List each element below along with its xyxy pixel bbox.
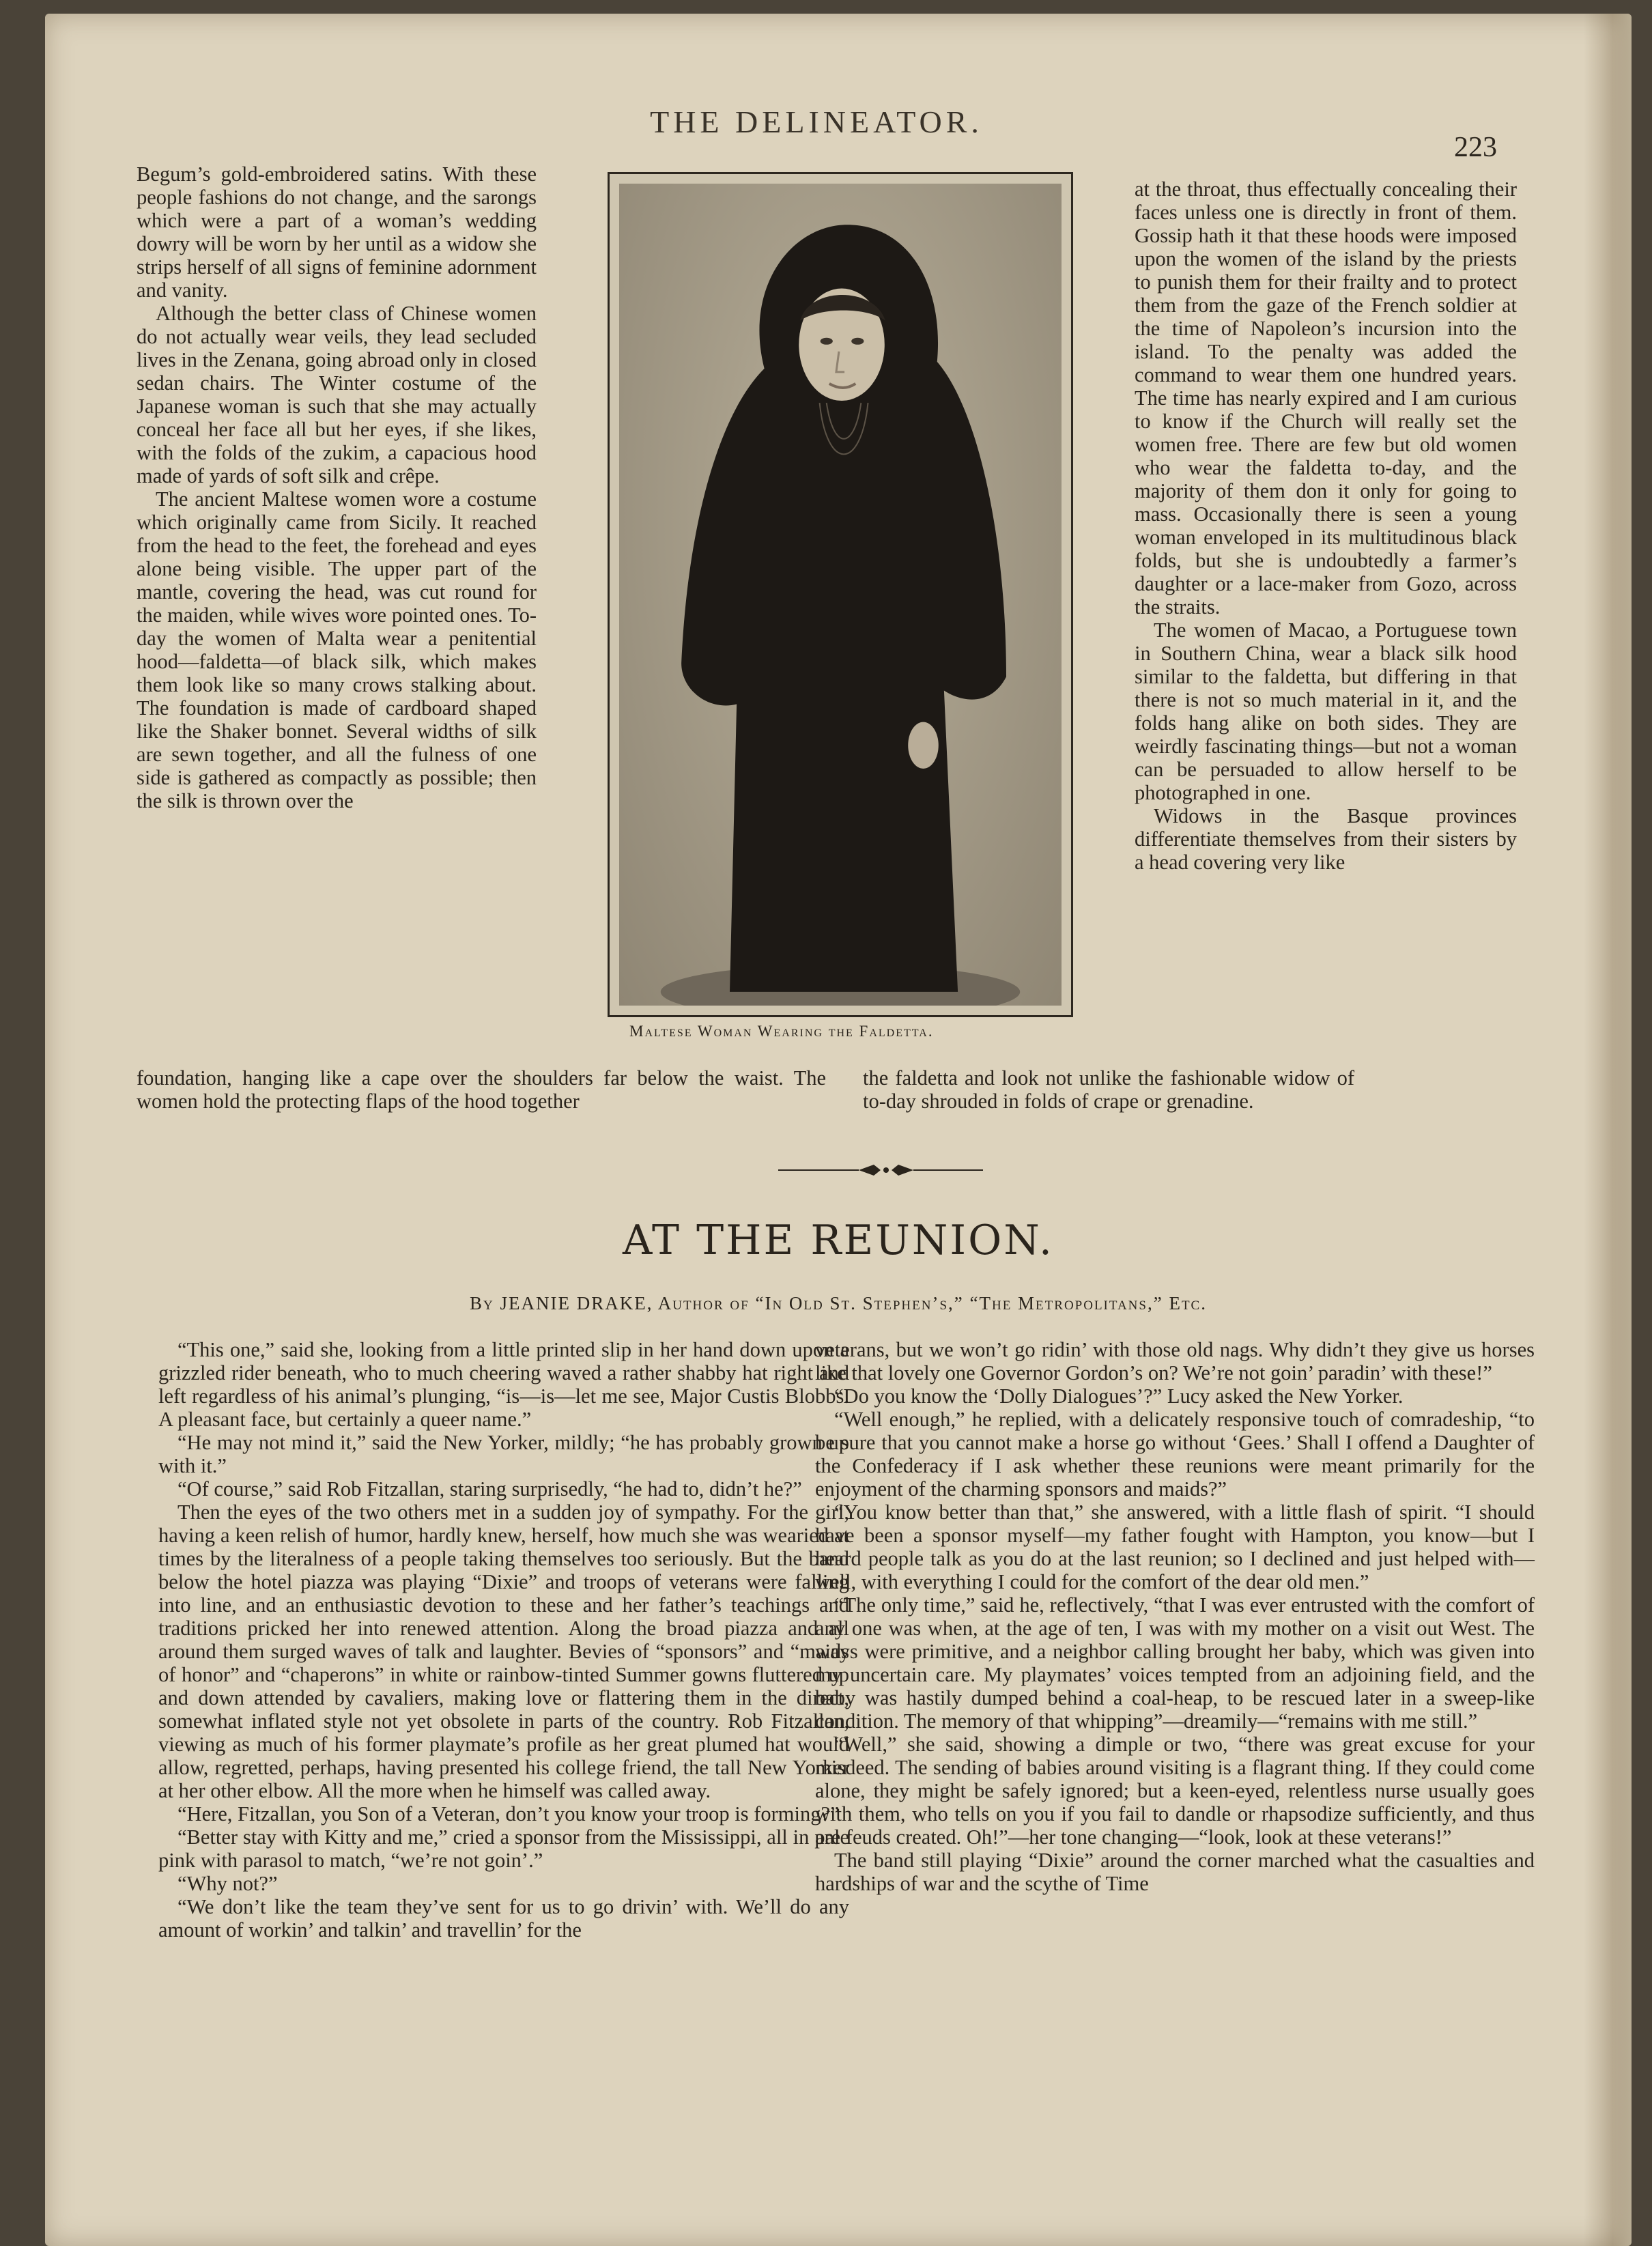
right-column [1135,177,1517,874]
paragraph: “Better stay with Kitty and me,” cried a sponsor from the Mississippi, all in pale pink with parasol to match, “we’re not goin’.” [158,1825,849,1872]
paragraph: Widows in the Basque provinces differentiate themselves from their sisters by a head covering very like [1135,804,1517,874]
story-byline: By JEANIE DRAKE, Author of “In Old St. Stephen’s,” “The Metropolitans,” Etc. [470,1293,1207,1313]
paragraph: “Here, Fitzallan, you Son of a Veteran, don’t you know your troop is forming?” [177,1802,840,1825]
story-right-column [815,1338,1535,1895]
page-edge-shadow [1584,14,1632,2246]
page-number: 223 [1454,132,1497,163]
photo-illustration [619,184,1062,1006]
left-column [137,162,537,812]
paragraph: “Of course,” said Rob Fitzallan, staring surprisedly, “he had to, didn’t he?” [177,1477,802,1501]
paragraph: The ancient Maltese women wore a costume which originally came from Sicily. It reached from the head to the feet, the forehead and eyes alone being visible. The upper part of the mantle, covering the head, was cut round for the maiden, while wives wore pointed ones. To-day the women of Malta wear a penitential hood—faldetta—of black silk, which makes them look like so many crows stalking about. The foundation is made of cardboard shaped like the Shaker bonnet. Several widths of silk are sewn together, and all the fulness of one side is gathered as compactly as possible; then the silk is thrown over the [137,487,537,812]
right-wrap-text: the faldetta and look not unlike the fashionable widow of to-day shrouded in folds of crape or grenadine. [863,1066,1354,1113]
story-left-column [158,1338,849,1942]
story-title: AT THE REUNION. [622,1217,1055,1264]
paragraph: “He may not mind it,” said the New Yorker, mildly; “he has probably grown up with it.” [158,1431,849,1477]
paragraph: veterans, but we won’t go ridin’ with those old nags. Why didn’t they give us horses like that lovely one Governor Gordon’s on? We’re not goin’ paradin’ with these!” [815,1338,1535,1384]
paragraph: “Why not?” [177,1872,278,1895]
paragraph: Although the better class of Chinese women do not actually wear veils, they lead secluded lives in the Zenana, going abroad only in closed sedan chairs. The Winter costume of the Japanese woman is such that she may actually conceal her face all but her eyes, if she likes, with the folds of the zukim, a capacious hood made of yards of soft silk and crêpe. [137,302,537,487]
paragraph: at the throat, thus effectually concealing their faces unless one is directly in front of them. Gossip hath it that these hoods were imposed upon the women of the island by the priests to punish them for their frailty and to protect them from the gaze of the French soldier at the time of Napoleon’s incursion into the island. To the penalty was added the command to wear them one hundred years. The time has nearly expired and I am curious to know if the Church will really set the women free. There are few but old women who wear the faldetta to-day, and the majority of them don it only for going to mass. Occasionally there is seen a young woman enveloped in its multitudinous black folds, but she is undoubtedly a farmer’s daughter or a lace-maker from Gozo, across the straits. [1135,177,1517,619]
paragraph: “Well,” she said, showing a dimple or two, “there was great excuse for your misdeed. The sending of babies around visiting is a flagrant thing. If they could come alone, they might be safely ignored; but a keen-eyed, relentless nurse usually goes with them, who tells on you if you fail to dandle or rhapsodize sufficiently, and thus are feuds created. Oh!”—her tone changing—“look, look at these veterans!” [815,1733,1535,1849]
paragraph: The band still playing “Dixie” around the corner marched what the casualties and hardships of war and the scythe of Time [815,1849,1535,1895]
photograph-frame [608,172,1073,1017]
paragraph: Begum’s gold-embroidered satins. With these people fashions do not change, and the sarongs which were a part of a woman’s wedding dowry will be worn by her until as a widow she strips herself of all signs of feminine adornment and vanity. [137,162,537,302]
paragraph: “We don’t like the team they’ve sent for us to go drivin’ with. We’ll do any amount of workin’ and talkin’ and travellin’ for the [158,1895,849,1942]
paragraph: “The only time,” said he, reflectively, “that I was ever entrusted with the comfort of any one was when, at the age of ten, I was with my mother on a visit out West. The ways were primitive, and a neighbor calling brought her baby, which was given into my uncertain care. My playmates’ voices tempted from an adjoining field, and the baby was hastily dumped behind a coal-heap, to be rescued later in a sweep-like condition. The memory of that whipping”—dreamily—“remains with me still.” [815,1593,1535,1733]
paragraph: “Do you know the ‘Dolly Dialogues’?” Lucy asked the New Yorker. [834,1384,1404,1408]
left-wrap-text: foundation, hanging like a cape over the shoulders far below the waist. The women hold the protecting flaps of the hood together [137,1066,826,1113]
photo-caption: Maltese Woman Wearing the Faldetta. [629,1023,934,1040]
paragraph: “You know better than that,” she answered, with a little flash of spirit. “I should have been a sponsor myself—my father fought with Hampton, you know—but I heard people talk as you do at the last reunion; so I declined and just helped with—well, with everything I could for the comfort of the dear old men.” [815,1501,1535,1593]
running-title: THE DELINEATOR. [650,104,983,139]
paragraph: Then the eyes of the two others met in a sudden joy of sympathy. For the girl, having a keen relish of humor, hardly knew, herself, how much she was wearied at times by the literalness of a people taking themselves too seriously. But the band below the hotel piazza was playing “Dixie” and troops of veterans were falling into line, and an enthusiastic devotion to these and her father’s teachings and traditions pricked her into renewed attention. Along the broad piazza and all around them surged waves of talk and laughter. Bevies of “sponsors” and “maids of honor” and “chaperons” in white or rainbow-tinted Summer gowns fluttered up and down attended by cavaliers, making love or flattering them in the direct, somewhat inflated style not yet obsolete in parts of the country. Rob Fitzallan, viewing as much of his former playmate’s profile as her great plumed hat would allow, regretted, perhaps, having presented his college friend, the tall New Yorker at her other elbow. All the more when he himself was called away. [158,1501,849,1802]
paragraph: “This one,” said she, looking from a little printed slip in her hand down upon a grizzled rider beneath, who to much cheering waved a rather shabby hat right and left regardless of his animal’s plunging, “is—is—let me see, Major Custis Blobbs. A pleasant face, but certainly a queer name.” [158,1338,849,1431]
paragraph: “Well enough,” he replied, with a delicately responsive touch of comradeship, “to be sure that you cannot make a horse go without ‘Gees.’ Shall I offend a Daughter of the Confederacy if I ask whether these reunions were meant primarily for the enjoyment of the charming sponsors and maids?” [815,1408,1535,1501]
magazine-page [45,14,1632,2246]
photograph-maltese-woman [619,184,1062,1006]
paragraph: The women of Macao, a Portuguese town in Southern China, wear a black silk hood similar to the faldetta, but differing in that there is not so much material in it, and the folds hang alike on both sides. They are weirdly fascinating things—but not a woman can be persuaded to allow herself to be photographed in one. [1135,619,1517,804]
divider-ornament-icon [778,1162,983,1178]
